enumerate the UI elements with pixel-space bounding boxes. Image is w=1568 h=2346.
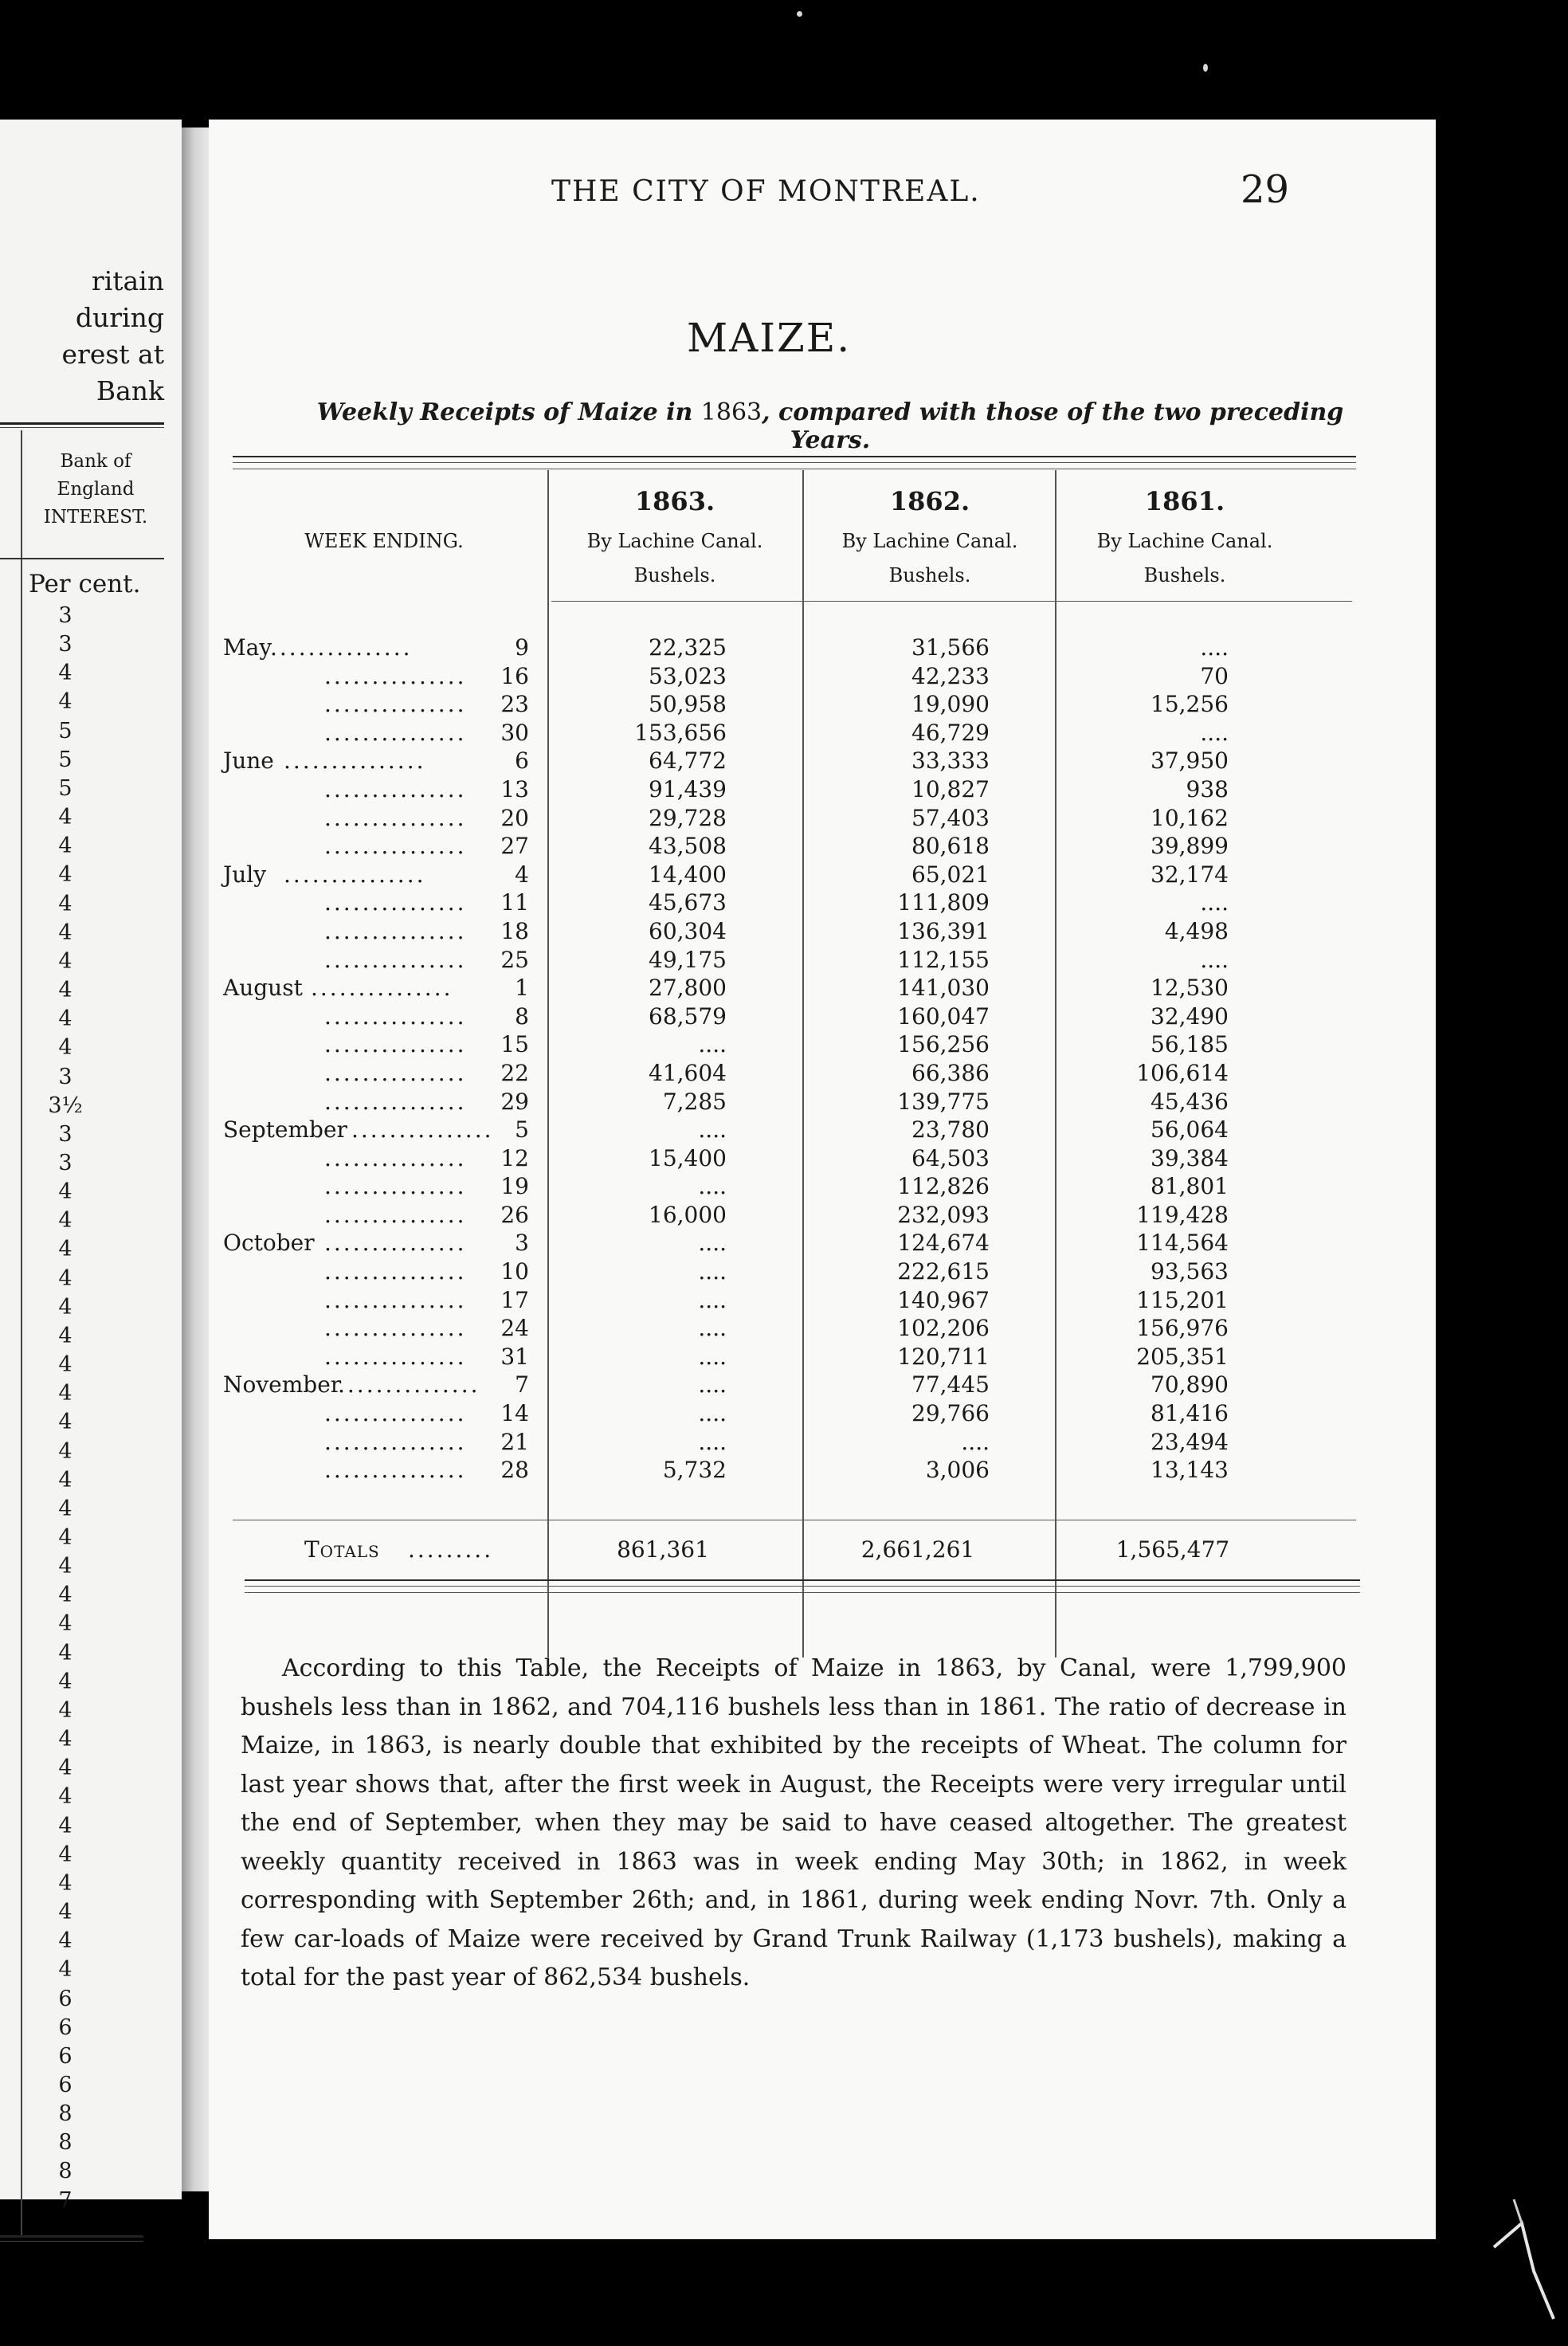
interest-value: 4: [58, 1496, 73, 1521]
value-1862: 31,566: [911, 634, 990, 661]
subtitle-part: Weekly Receipts of Maize in: [316, 398, 701, 426]
value-1862: 46,729: [911, 719, 990, 746]
interest-value: 5: [58, 718, 73, 743]
value-1862: ....: [961, 1428, 990, 1455]
week-day: 6: [515, 747, 529, 775]
value-1863: ....: [698, 1031, 727, 1058]
table-row: [209, 1343, 1436, 1371]
value-1861: 10,162: [1151, 804, 1229, 831]
dot-leader: ...............: [311, 975, 453, 1002]
value-1861: ....: [1200, 946, 1229, 973]
week-day: 9: [515, 634, 529, 661]
unit-1862-header: Bushels.: [888, 564, 971, 586]
canal-1862-header: By Lachine Canal.: [841, 530, 1018, 552]
value-1862: 19,090: [911, 691, 990, 718]
table-bottom-rule-thin: [245, 1592, 1360, 1593]
value-1862: 139,775: [897, 1088, 990, 1115]
dot-leader: ...............: [284, 747, 426, 775]
interest-value: 4: [58, 1265, 73, 1291]
table-row: [209, 1059, 1436, 1088]
value-1862: 42,233: [911, 662, 990, 689]
left-bottom-rule: [0, 2235, 143, 2238]
week-day: 11: [500, 889, 529, 916]
value-1861: 15,256: [1151, 691, 1229, 718]
dot-leader: ...............: [324, 1457, 467, 1484]
week-day: 7: [515, 1371, 529, 1399]
value-1862: 141,030: [897, 975, 990, 1002]
interest-value: 4: [58, 1410, 73, 1435]
value-1862: 232,093: [897, 1201, 990, 1228]
dot-leader: ...............: [324, 691, 467, 718]
value-1863: 60,304: [649, 917, 727, 944]
value-1861: 70: [1200, 662, 1229, 689]
table-row: [209, 1286, 1436, 1315]
interest-value: 8: [58, 2101, 73, 2127]
week-day: 1: [515, 975, 529, 1002]
table-row: [209, 917, 1436, 946]
month-label: August: [223, 975, 303, 1002]
left-partial-page: [0, 120, 182, 2213]
dot-leader: ...............: [324, 917, 467, 944]
value-1863: 27,800: [649, 975, 727, 1002]
week-day: 15: [500, 1031, 529, 1058]
week-day: 23: [500, 691, 529, 718]
left-heading-line: erest at Bank: [61, 339, 164, 406]
totals-row: [209, 1530, 1436, 1570]
value-1862: 10,827: [911, 775, 990, 802]
interest-value: 4: [58, 1784, 73, 1810]
dot-leader: ...............: [324, 1343, 467, 1370]
table-row: [209, 974, 1436, 1002]
week-day: 16: [500, 662, 529, 689]
dot-leader: ...............: [324, 946, 467, 973]
table-row: [209, 690, 1436, 719]
interest-value: 4: [58, 948, 73, 974]
value-1862: 124,674: [897, 1230, 990, 1257]
table-row: [209, 861, 1436, 889]
interest-value: 4: [58, 1208, 73, 1234]
interest-value: 4: [58, 1583, 73, 1608]
dot-leader: ...............: [324, 1230, 467, 1257]
week-day: 29: [500, 1088, 529, 1115]
value-1863: 22,325: [649, 634, 727, 661]
value-1861: 45,436: [1151, 1088, 1229, 1115]
totals-label: Totals: [304, 1536, 380, 1563]
table-row: [209, 1201, 1436, 1230]
week-day: 14: [500, 1400, 529, 1427]
table-subtitle: [280, 398, 1380, 454]
value-1863: 5,732: [662, 1457, 727, 1484]
percent-unit-label: Per cent.: [29, 570, 141, 598]
value-1861: 4,498: [1164, 917, 1229, 944]
header-underline: [551, 601, 1352, 602]
table-row: [209, 1399, 1436, 1428]
value-1862: 156,256: [897, 1031, 990, 1058]
week-day: 26: [500, 1201, 529, 1228]
table-row: [209, 1371, 1436, 1399]
value-1863: 7,285: [662, 1088, 727, 1115]
dot-leader: ...............: [324, 1286, 467, 1313]
value-1861: 114,564: [1136, 1230, 1229, 1257]
value-1863: ....: [698, 1428, 727, 1455]
header-line: England: [57, 479, 135, 500]
unit-1863-header: Bushels.: [633, 564, 716, 586]
subtitle-year: 1863: [700, 398, 762, 426]
dot-leader: ...............: [324, 1059, 467, 1086]
week-day: 5: [515, 1116, 529, 1144]
month-label: July: [223, 861, 267, 888]
table-row: [209, 1257, 1436, 1286]
table-row: [209, 1314, 1436, 1343]
interest-value: 4: [58, 689, 73, 715]
dot-leader: ...............: [338, 1371, 480, 1399]
value-1863: 91,439: [649, 775, 727, 802]
interest-value: 4: [58, 1554, 73, 1579]
value-1863: 68,579: [649, 1002, 727, 1030]
interest-value: 6: [58, 2072, 73, 2097]
table-row: [209, 1428, 1436, 1457]
week-day: 20: [500, 804, 529, 831]
value-1863: ....: [698, 1286, 727, 1313]
value-1863: 49,175: [649, 946, 727, 973]
interest-value: 4: [58, 1813, 73, 1838]
total-1862: 2,661,261: [860, 1536, 975, 1563]
table-row: [209, 1088, 1436, 1116]
header-line: Bank of: [60, 451, 131, 472]
interest-value: 4: [58, 805, 73, 830]
value-1862: 33,333: [911, 747, 990, 775]
value-1861: 37,950: [1151, 747, 1229, 775]
dot-leader: ...............: [324, 889, 467, 916]
table-row: [209, 1229, 1436, 1257]
dot-leader: ...............: [324, 1315, 467, 1342]
value-1861: 56,185: [1151, 1031, 1229, 1058]
commentary-paragraph: According to this Table, the Receipts of Maize in 1863, by Canal, were 1,799,900 bushels less than in 1862, and 704,116 bushels less than in 1861. The ratio of decrease in Maize, in 1863, is nearly double that exhibited by the receipts of Wheat. The column for last year shows that, after the first week in August, the Receipts were very irregular until the end of September, when they may be said to have ceased altogether. The greatest weekly quantity received in 1863 was in week ending May 30th; in 1862, in week corresponding with September 26th; and, in 1861, during week ending Novr. 7th. Only a few car-loads of Maize were received by Grand Trunk Railway (1,173 bushels), making a total for the past year of 862,534 bushels.: [241, 1654, 1347, 1991]
value-1861: 81,801: [1151, 1173, 1229, 1200]
interest-value: 4: [58, 1006, 73, 1032]
section-title: MAIZE.: [687, 315, 852, 361]
table-row: [209, 1116, 1436, 1144]
interest-value: 4: [58, 1323, 73, 1348]
table-row: [209, 719, 1436, 747]
month-label: November: [223, 1371, 342, 1399]
value-1861: 56,064: [1151, 1116, 1229, 1144]
interest-value: 4: [58, 1756, 73, 1781]
interest-value: 6: [58, 1986, 73, 2011]
table-row: [209, 946, 1436, 975]
interest-value: 4: [58, 1870, 73, 1896]
value-1862: 29,766: [911, 1400, 990, 1427]
left-heading-line: ritain during: [75, 265, 164, 333]
year-1861-header: 1861.: [1144, 486, 1225, 516]
dot-leader: ...............: [324, 775, 467, 802]
interest-value: 6: [58, 2014, 73, 2040]
table-top-rule-thin: [233, 462, 1356, 463]
interest-value: 6: [58, 2043, 73, 2069]
canal-1863-header: By Lachine Canal.: [586, 530, 763, 552]
interest-value: 3: [58, 603, 73, 628]
table-row: [209, 1030, 1436, 1059]
dot-leader: ...............: [324, 1400, 467, 1427]
value-1861: 39,384: [1151, 1144, 1229, 1171]
table-row: [209, 634, 1436, 662]
month-label: May: [223, 634, 272, 661]
table-bottom-rule: [245, 1579, 1360, 1581]
dot-leader: ...............: [324, 1173, 467, 1200]
value-1862: 57,403: [911, 804, 990, 831]
week-day: 21: [500, 1428, 529, 1455]
value-1863: ....: [698, 1343, 727, 1370]
value-1861: 93,563: [1151, 1258, 1229, 1285]
interest-value: 8: [58, 2159, 73, 2184]
value-1862: 102,206: [897, 1315, 990, 1342]
table-top-rule: [233, 456, 1356, 457]
running-head: THE CITY OF MONTREAL.: [551, 175, 981, 208]
week-day: 24: [500, 1315, 529, 1342]
table-row: [209, 747, 1436, 775]
interest-value: 4: [58, 1957, 73, 1983]
value-1861: 205,351: [1136, 1343, 1229, 1370]
page-curl-mark: [1490, 2152, 1562, 2327]
subtitle-part: , compared with those of the two preceding Years.: [762, 398, 1344, 454]
week-day: 13: [500, 775, 529, 802]
interest-value: 4: [58, 1900, 73, 1925]
value-1863: 16,000: [649, 1201, 727, 1228]
week-day: 30: [500, 719, 529, 746]
table-row: [209, 1172, 1436, 1201]
value-1861: ....: [1200, 634, 1229, 661]
value-1861: 13,143: [1151, 1457, 1229, 1484]
value-1861: 938: [1186, 775, 1229, 802]
value-1863: 153,656: [634, 719, 727, 746]
value-1863: ....: [698, 1315, 727, 1342]
value-1862: 112,155: [897, 946, 990, 973]
week-day: 27: [500, 833, 529, 860]
left-top-rule: [0, 422, 164, 425]
value-1861: 39,899: [1151, 833, 1229, 860]
week-day: 12: [500, 1144, 529, 1171]
value-1861: 12,530: [1151, 975, 1229, 1002]
table-body: [209, 634, 1436, 1485]
table-row: [209, 889, 1436, 917]
week-day: 10: [500, 1258, 529, 1285]
interest-value: 4: [58, 891, 73, 916]
interest-value: 4: [58, 1611, 73, 1637]
week-day: 28: [500, 1457, 529, 1484]
value-1863: 50,958: [649, 691, 727, 718]
value-1861: 106,614: [1136, 1059, 1229, 1086]
interest-value: 4: [58, 862, 73, 888]
dot-leader: ...............: [324, 1201, 467, 1228]
interest-value: 4: [58, 1294, 73, 1320]
interest-value: 5: [58, 747, 73, 772]
table-row: [209, 775, 1436, 804]
value-1861: 32,174: [1151, 861, 1229, 888]
dot-leader: ...............: [324, 719, 467, 746]
value-1862: 222,615: [897, 1258, 990, 1285]
left-column-rule: [21, 430, 22, 2235]
total-1863: 861,361: [617, 1536, 709, 1563]
week-day: 19: [500, 1173, 529, 1200]
dot-leader: ...............: [324, 1144, 467, 1171]
page-number: 29: [1241, 167, 1290, 212]
interest-value: 7: [58, 2187, 73, 2213]
value-1861: 156,976: [1136, 1315, 1229, 1342]
value-1863: 29,728: [649, 804, 727, 831]
value-1862: 23,780: [911, 1116, 990, 1144]
value-1861: 70,890: [1151, 1371, 1229, 1399]
dot-leader: ...............: [324, 804, 467, 831]
interest-value: 4: [58, 1727, 73, 1752]
interest-value: 4: [58, 834, 73, 859]
value-1862: 3,006: [925, 1457, 990, 1484]
book-gutter: [182, 128, 209, 2191]
interest-rate-list: [48, 602, 87, 2215]
week-day: 18: [500, 917, 529, 944]
interest-value: 4: [58, 978, 73, 1003]
table-bottom-rule-thin: [245, 1586, 1360, 1587]
total-1861: 1,565,477: [1115, 1536, 1230, 1563]
year-1862-header: 1862.: [889, 486, 970, 516]
value-1862: 120,711: [897, 1343, 990, 1370]
interest-value: 4: [58, 1035, 73, 1061]
week-day: 31: [500, 1343, 529, 1370]
value-1861: 115,201: [1136, 1286, 1229, 1313]
dot-leader: ...............: [284, 861, 426, 888]
interest-value: 4: [58, 1438, 73, 1464]
week-day: 22: [500, 1059, 529, 1086]
value-1861: ....: [1200, 889, 1229, 916]
interest-value: 3: [58, 632, 73, 657]
table-row: [209, 1144, 1436, 1173]
left-bottom-rule-thin: [0, 2241, 143, 2242]
value-1862: 77,445: [911, 1371, 990, 1399]
interest-value: 4: [58, 1179, 73, 1205]
value-1863: 53,023: [649, 662, 727, 689]
interest-value: 4: [58, 1352, 73, 1378]
value-1862: 112,826: [897, 1173, 990, 1200]
value-1863: ....: [698, 1116, 727, 1144]
interest-value: 3: [58, 1121, 73, 1147]
interest-value: 3½: [48, 1093, 83, 1118]
interest-value: 4: [58, 1669, 73, 1694]
value-1862: 65,021: [911, 861, 990, 888]
value-1861: 119,428: [1136, 1201, 1229, 1228]
interest-value: 4: [58, 920, 73, 945]
table-row: [209, 1456, 1436, 1485]
week-day: 17: [500, 1286, 529, 1313]
bank-interest-header: [24, 448, 167, 532]
value-1863: 43,508: [649, 833, 727, 860]
left-page-heading: [0, 263, 164, 410]
value-1862: 80,618: [911, 833, 990, 860]
interest-value: 3: [58, 1150, 73, 1175]
interest-value: 4: [58, 1697, 73, 1723]
dot-leader: ...............: [324, 1031, 467, 1058]
week-ending-label: WEEK ENDING.: [304, 530, 464, 552]
table-row: [209, 662, 1436, 691]
month-label: October: [223, 1230, 315, 1257]
value-1863: 64,772: [649, 747, 727, 775]
value-1862: 136,391: [897, 917, 990, 944]
value-1861: 23,494: [1151, 1428, 1229, 1455]
left-header-rule: [0, 558, 164, 559]
table-row: [209, 1002, 1436, 1031]
dot-leader: ...............: [324, 833, 467, 860]
canal-1861-header: By Lachine Canal.: [1096, 530, 1273, 552]
interest-value: 5: [58, 775, 73, 801]
value-1862: 64,503: [911, 1144, 990, 1171]
value-1863: ....: [698, 1173, 727, 1200]
value-1861: 32,490: [1151, 1002, 1229, 1030]
month-label: September: [223, 1116, 347, 1144]
dot-leader: ...............: [324, 1088, 467, 1115]
dust-speck: [1203, 64, 1208, 72]
dot-leader: ...............: [324, 1002, 467, 1030]
value-1863: ....: [698, 1400, 727, 1427]
totals-dot-leader: .........: [408, 1536, 494, 1563]
dust-speck: [797, 11, 802, 17]
value-1862: 111,809: [897, 889, 990, 916]
interest-value: 4: [58, 661, 73, 686]
value-1863: ....: [698, 1371, 727, 1399]
value-1862: 140,967: [897, 1286, 990, 1313]
dot-leader: ...............: [270, 634, 413, 661]
interest-value: 4: [58, 1467, 73, 1493]
interest-value: 4: [58, 1928, 73, 1954]
week-day: 25: [500, 946, 529, 973]
interest-value: 4: [58, 1525, 73, 1550]
unit-1861-header: Bushels.: [1143, 564, 1226, 586]
interest-value: 4: [58, 1381, 73, 1406]
value-1861: 81,416: [1151, 1400, 1229, 1427]
interest-value: 4: [58, 1640, 73, 1665]
page-29: [209, 120, 1436, 2239]
header-line: INTEREST.: [43, 507, 148, 528]
value-1862: 66,386: [911, 1059, 990, 1086]
interest-value: 4: [58, 1237, 73, 1262]
table-row: [209, 832, 1436, 861]
value-1863: 45,673: [649, 889, 727, 916]
week-day: 3: [515, 1230, 529, 1257]
value-1863: 15,400: [649, 1144, 727, 1171]
interest-value: 8: [58, 2130, 73, 2156]
interest-value: 3: [58, 1064, 73, 1089]
year-1863-header: 1863.: [634, 486, 715, 516]
value-1862: 160,047: [897, 1002, 990, 1030]
value-1863: ....: [698, 1230, 727, 1257]
table-row: [209, 804, 1436, 833]
interest-value: 4: [58, 1842, 73, 1867]
month-label: June: [223, 747, 274, 775]
value-1863: ....: [698, 1258, 727, 1285]
value-1861: ....: [1200, 719, 1229, 746]
left-top-rule-thin: [0, 427, 164, 428]
week-day: 8: [515, 1002, 529, 1030]
dot-leader: ...............: [324, 662, 467, 689]
value-1863: 14,400: [649, 861, 727, 888]
value-1863: 41,604: [649, 1059, 727, 1086]
dot-leader: ...............: [324, 1258, 467, 1285]
dot-leader: ...............: [351, 1116, 494, 1144]
dot-leader: ...............: [324, 1428, 467, 1455]
week-day: 4: [515, 861, 529, 888]
